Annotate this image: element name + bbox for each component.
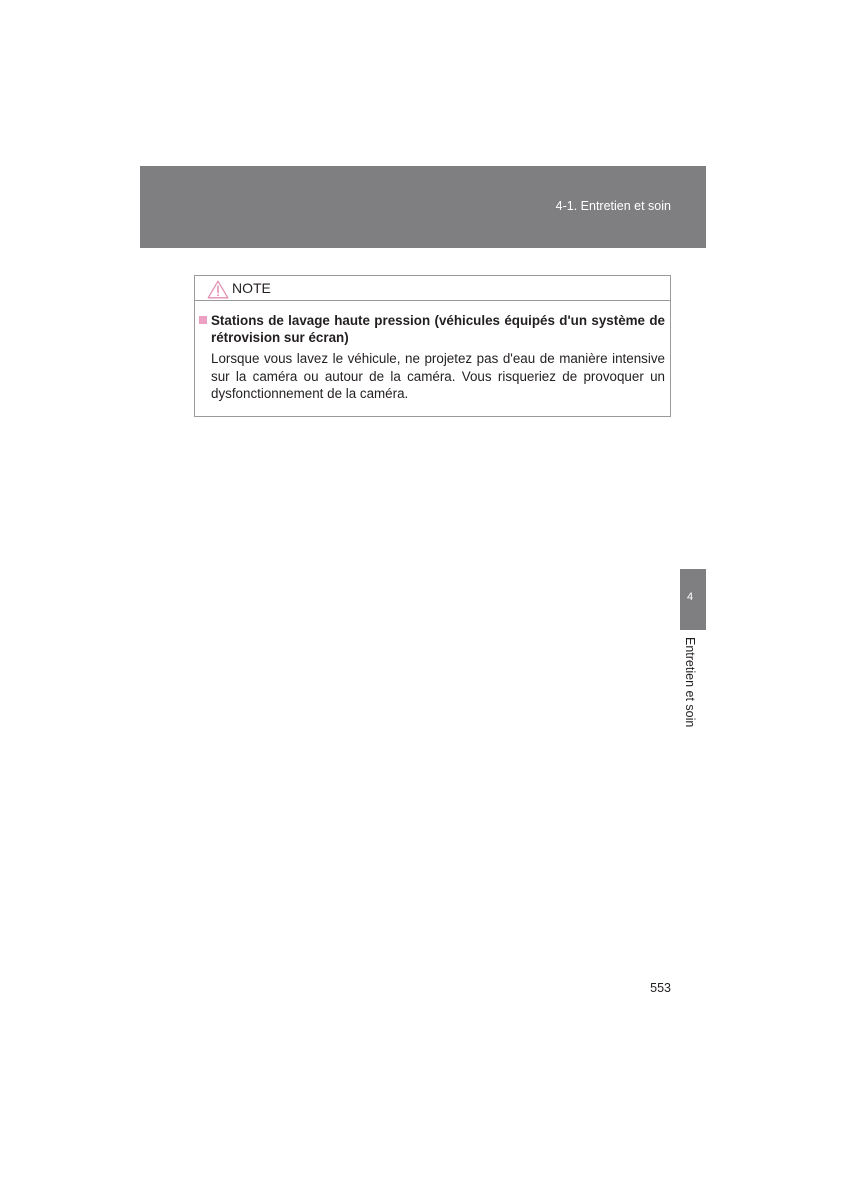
- note-heading-line-1: Stations de lavage haute pression (véhicules équipés d'un système de: [211, 313, 665, 328]
- note-header: [195, 276, 670, 301]
- note-title: NOTE: [232, 280, 271, 296]
- note-body-line-3: dysfonctionnement de la caméra.: [211, 386, 409, 401]
- note-heading-line-2: rétrovision sur écran): [211, 330, 349, 345]
- pink-square-bullet-icon: [199, 316, 207, 324]
- section-header-bar: [140, 166, 706, 248]
- chapter-side-tab: [680, 569, 706, 630]
- note-body-line-2: sur la caméra ou autour de la caméra. Vous risqueriez de provoquer un: [211, 368, 665, 384]
- chapter-number: 4: [686, 591, 694, 603]
- note-box: [194, 275, 671, 417]
- warning-triangle-icon: [207, 280, 229, 299]
- note-body-line-1: Lorsque vous lavez le véhicule, ne projetez pas d'eau de manière intensive: [211, 351, 665, 366]
- section-title: 4-1. Entretien et soin: [555, 199, 671, 213]
- chapter-side-label: Entretien et soin: [683, 637, 697, 728]
- page-number: 553: [650, 981, 671, 995]
